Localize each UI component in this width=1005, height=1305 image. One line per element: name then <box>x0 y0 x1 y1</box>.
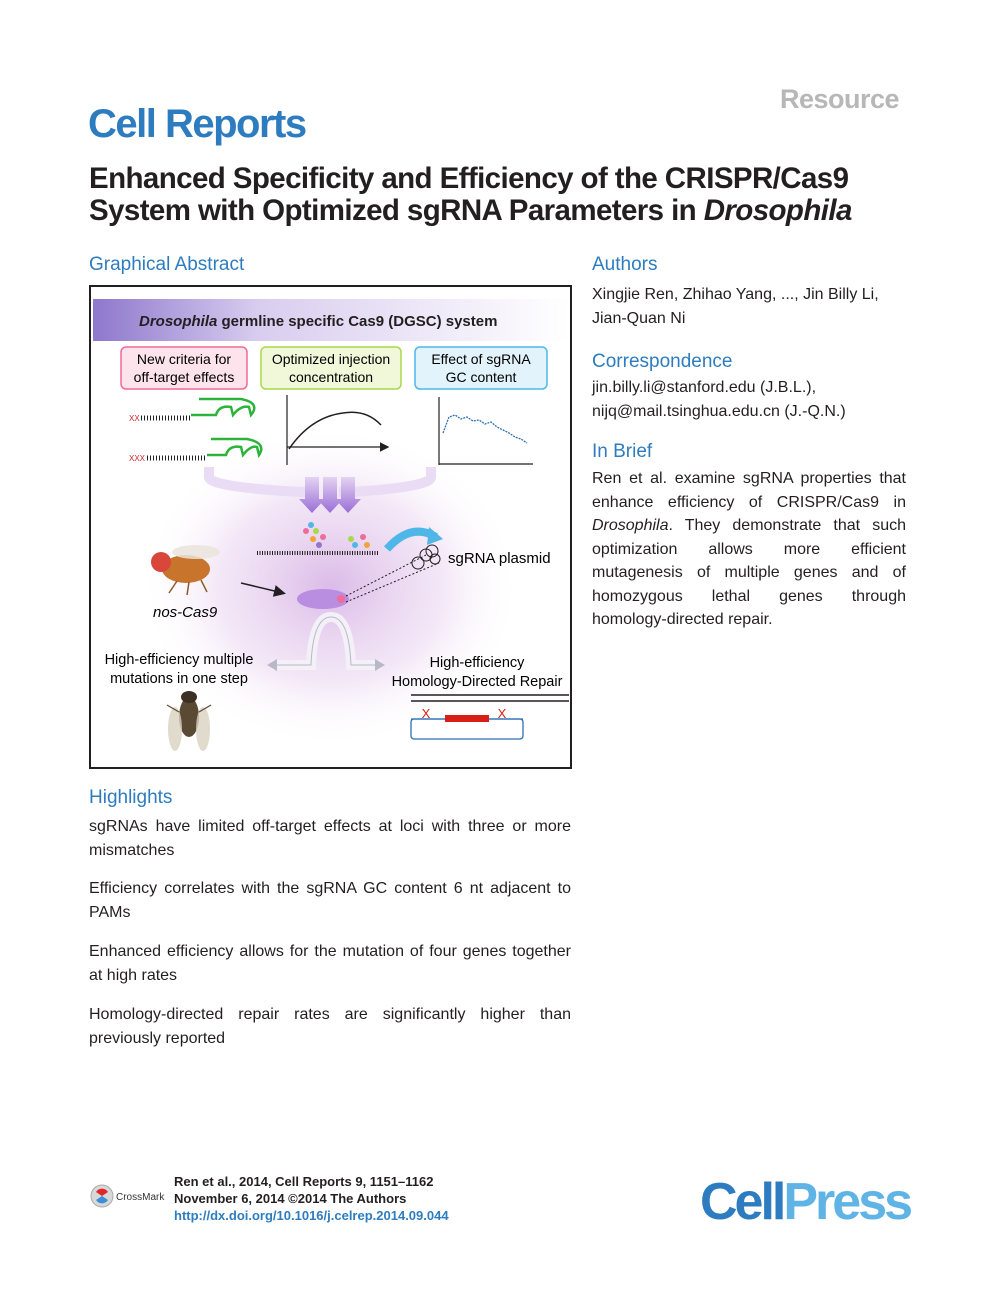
banner-rest: germline specific Cas9 (DGSC) system <box>217 313 498 330</box>
doi-link[interactable]: http://dx.doi.org/10.1016/j.celrep.2014.09.044 <box>174 1208 449 1223</box>
graphical-abstract-svg <box>91 287 570 767</box>
hdr-crossover-left: X <box>421 706 431 721</box>
mutant-fly-wing <box>196 707 210 751</box>
mismatch-marks-1: XX <box>129 414 140 423</box>
stem-bead <box>360 534 366 540</box>
stem-bead <box>313 528 319 534</box>
highlights-heading: Highlights <box>89 787 173 808</box>
mutant-fly-wing <box>168 707 182 751</box>
crossmark-badge[interactable] <box>90 1183 178 1209</box>
logo-cell: Cell <box>700 1173 784 1231</box>
logo-press: Press <box>783 1173 911 1231</box>
in-brief-species: Drosophila <box>592 517 669 534</box>
cellpress-logo <box>700 1172 910 1232</box>
graphical-abstract-heading: Graphical Abstract <box>89 254 245 275</box>
box2-line1: Optimized injection <box>271 351 391 367</box>
authors-heading: Authors <box>592 254 658 275</box>
stem-bead <box>308 522 314 528</box>
left-outcome-line1: High-efficiency multiple <box>104 652 254 668</box>
in-brief-text <box>592 467 906 632</box>
crossmark-text: CrossMark <box>116 1192 165 1203</box>
correspondence-emails <box>592 376 907 423</box>
in-brief-heading: In Brief <box>592 441 653 462</box>
email-li[interactable]: jin.billy.li@stanford.edu (J.B.L.), <box>592 379 817 396</box>
fly-wing <box>172 545 220 559</box>
gc-efficiency-line <box>443 415 527 443</box>
article-title <box>89 163 929 227</box>
box2-line2: concentration <box>288 369 374 385</box>
gc-content-plot <box>439 397 533 465</box>
highlight-item: Enhanced efficiency allows for the mutation of four genes together at high rates <box>89 943 571 984</box>
authors-line-1: Xingjie Ren, Zhihao Yang, ..., Jin Billy Li, <box>592 286 879 303</box>
in-brief-part1: Ren et al. examine sgRNA properties that enhance efficiency of CRISPR/Cas9 in <box>592 470 906 511</box>
highlight-item: sgRNAs have limited off-target effects at loci with three or more mismatches <box>89 818 571 859</box>
stem-bead <box>316 542 322 548</box>
pole-cells <box>337 595 345 603</box>
banner-title <box>139 313 497 330</box>
stem-bead <box>310 536 316 542</box>
stem-bead <box>320 534 326 540</box>
in-brief-part2: . They demonstrate that such optimization allows more efficient mutagenesis of multiple genes and of homozygous lethal genes through homology-directed repair. <box>592 517 906 628</box>
insert-cassette <box>445 715 489 722</box>
box3-line1: Effect of sgRNA <box>431 351 531 367</box>
off-target-diagram <box>129 399 261 463</box>
mutant-fly-head <box>181 691 197 703</box>
fly-label: nos-Cas9 <box>153 604 218 621</box>
box3-line2: GC content <box>445 369 517 385</box>
journal-name: Cell Reports <box>88 102 306 146</box>
email-ni[interactable]: nijq@mail.tsinghua.edu.cn (J.-Q.N.) <box>592 402 846 420</box>
stem-bead <box>303 528 309 534</box>
authors-line-2: Jian-Quan Ni <box>592 309 686 327</box>
box1-line2: off-target effects <box>133 369 235 385</box>
highlight-item: Efficiency correlates with the sgRNA GC content 6 nt adjacent to PAMs <box>89 880 571 921</box>
hdr-crossover-right: X <box>497 706 507 721</box>
article-type-label: Resource <box>780 84 900 114</box>
correspondence-heading: Correspondence <box>592 351 733 372</box>
right-outcome-line1: High-efficiency <box>429 655 525 671</box>
stem-bead <box>352 542 358 548</box>
stem-bead <box>348 536 354 542</box>
plasmid-label: sgRNA plasmid <box>448 550 551 567</box>
left-outcome-line2: mutations in one step <box>110 671 248 687</box>
background-glow <box>141 427 521 747</box>
highlight-item: Homology-directed repair rates are significantly higher than previously reported <box>89 1006 571 1047</box>
title-species: Drosophila <box>703 194 852 227</box>
date-copyright-line: November 6, 2014 ©2014 The Authors <box>174 1191 407 1206</box>
graphical-abstract-figure <box>89 285 572 769</box>
sgrna-1 <box>191 399 254 415</box>
title-line-1: Enhanced Specificity and Efficiency of the CRISPR/Cas9 <box>89 162 849 195</box>
right-outcome-line2: Homology-Directed Repair <box>391 674 563 690</box>
fly-eye <box>151 552 171 572</box>
title-line-2: System with Optimized sgRNA Parameters in <box>89 194 704 227</box>
banner-italic: Drosophila <box>139 313 218 330</box>
stem-bead <box>364 542 370 548</box>
crossmark-icon <box>90 1183 178 1209</box>
author-list <box>592 283 907 330</box>
mismatch-marks-2: XXX <box>129 454 146 463</box>
box1-line1: New criteria for <box>136 351 232 367</box>
citation-line: Ren et al., 2014, Cell Reports 9, 1151–1162 <box>174 1174 434 1189</box>
